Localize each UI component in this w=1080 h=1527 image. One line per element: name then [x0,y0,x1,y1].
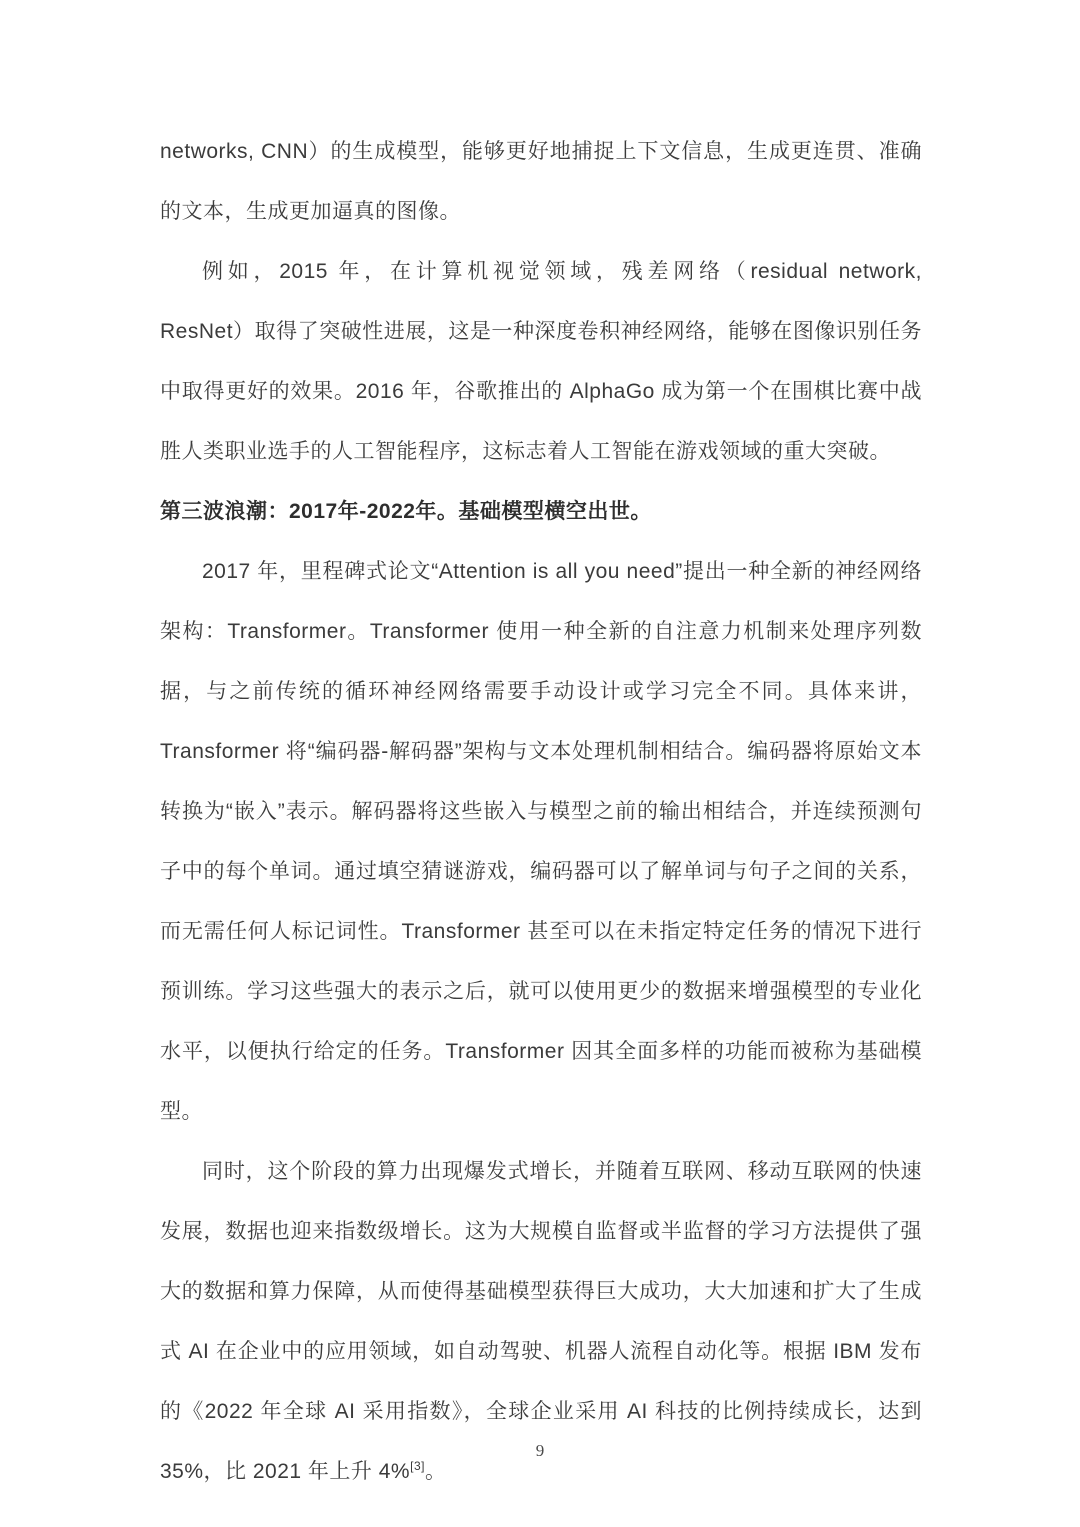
paragraph-text-end: 。 [424,1460,447,1483]
footnote-reference: [3] [410,1459,425,1473]
page-content [160,122,922,1502]
paragraph-text: 同时，这个阶段的算力出现爆发式增长，并随着互联网、移动互联网的快速发展，数据也迎来指数级增长。这为大规模自监督或半监督的学习方法提供了强大的数据和算力保障，从而使得基础模型获得巨大成功，大大加速和扩大了生成式 AI 在企业中的应用领域，如自动驾驶、机器人流程自动化等。根据 IBM 发布的《2022 年全球 AI 采用指数》，全球企业采用 AI 科技的比例持续成长，达到 35%，比 2021 年上升 4% [160,1160,922,1483]
paragraph-example-2015: 例如，2015 年，在计算机视觉领域，残差网络（residual network, ResNet）取得了突破性进展，这是一种深度卷积神经网络，能够在图像识别任务中取得更好的效果。2016 年，谷歌推出的 AlphaGo 成为第一个在围棋比赛中战胜人类职业选手的人工智能程序，这标志着人工智能在游戏领域的重大突破。 [160,260,922,463]
page-number: 9 [535,1441,545,1460]
paragraph-continuation: networks, CNN）的生成模型，能够更好地捕捉上下文信息，生成更连贯、准确的文本，生成更加逼真的图像。 [160,140,922,223]
section-heading-third-wave: 第三波浪潮：2017年-2022年。基础模型横空出世。 [160,500,652,523]
paragraph-transformer: 2017 年，里程碑式论文“Attention is all you need”提出一种全新的神经网络架构：Transformer。Transformer 使用一种全新的自注意力机制来处理序列数据，与之前传统的循环神经网络需要手动设计或学习完全不同。具体来讲，Transformer 将“编码器-解码器”架构与文本处理机制相结合。编码器将原始文本转换为“嵌入”表示。解码器将这些嵌入与模型之前的输出相结合，并连续预测句子中的每个单词。通过填空猜谜游戏，编码器可以了解单词与句子之间的关系，而无需任何人标记词性。Transformer 甚至可以在未指定特定任务的情况下进行预训练。学习这些强大的表示之后，就可以使用更少的数据来增强模型的专业化水平，以便执行给定的任务。Transformer 因其全面多样的功能而被称为基础模型。 [160,560,922,1123]
